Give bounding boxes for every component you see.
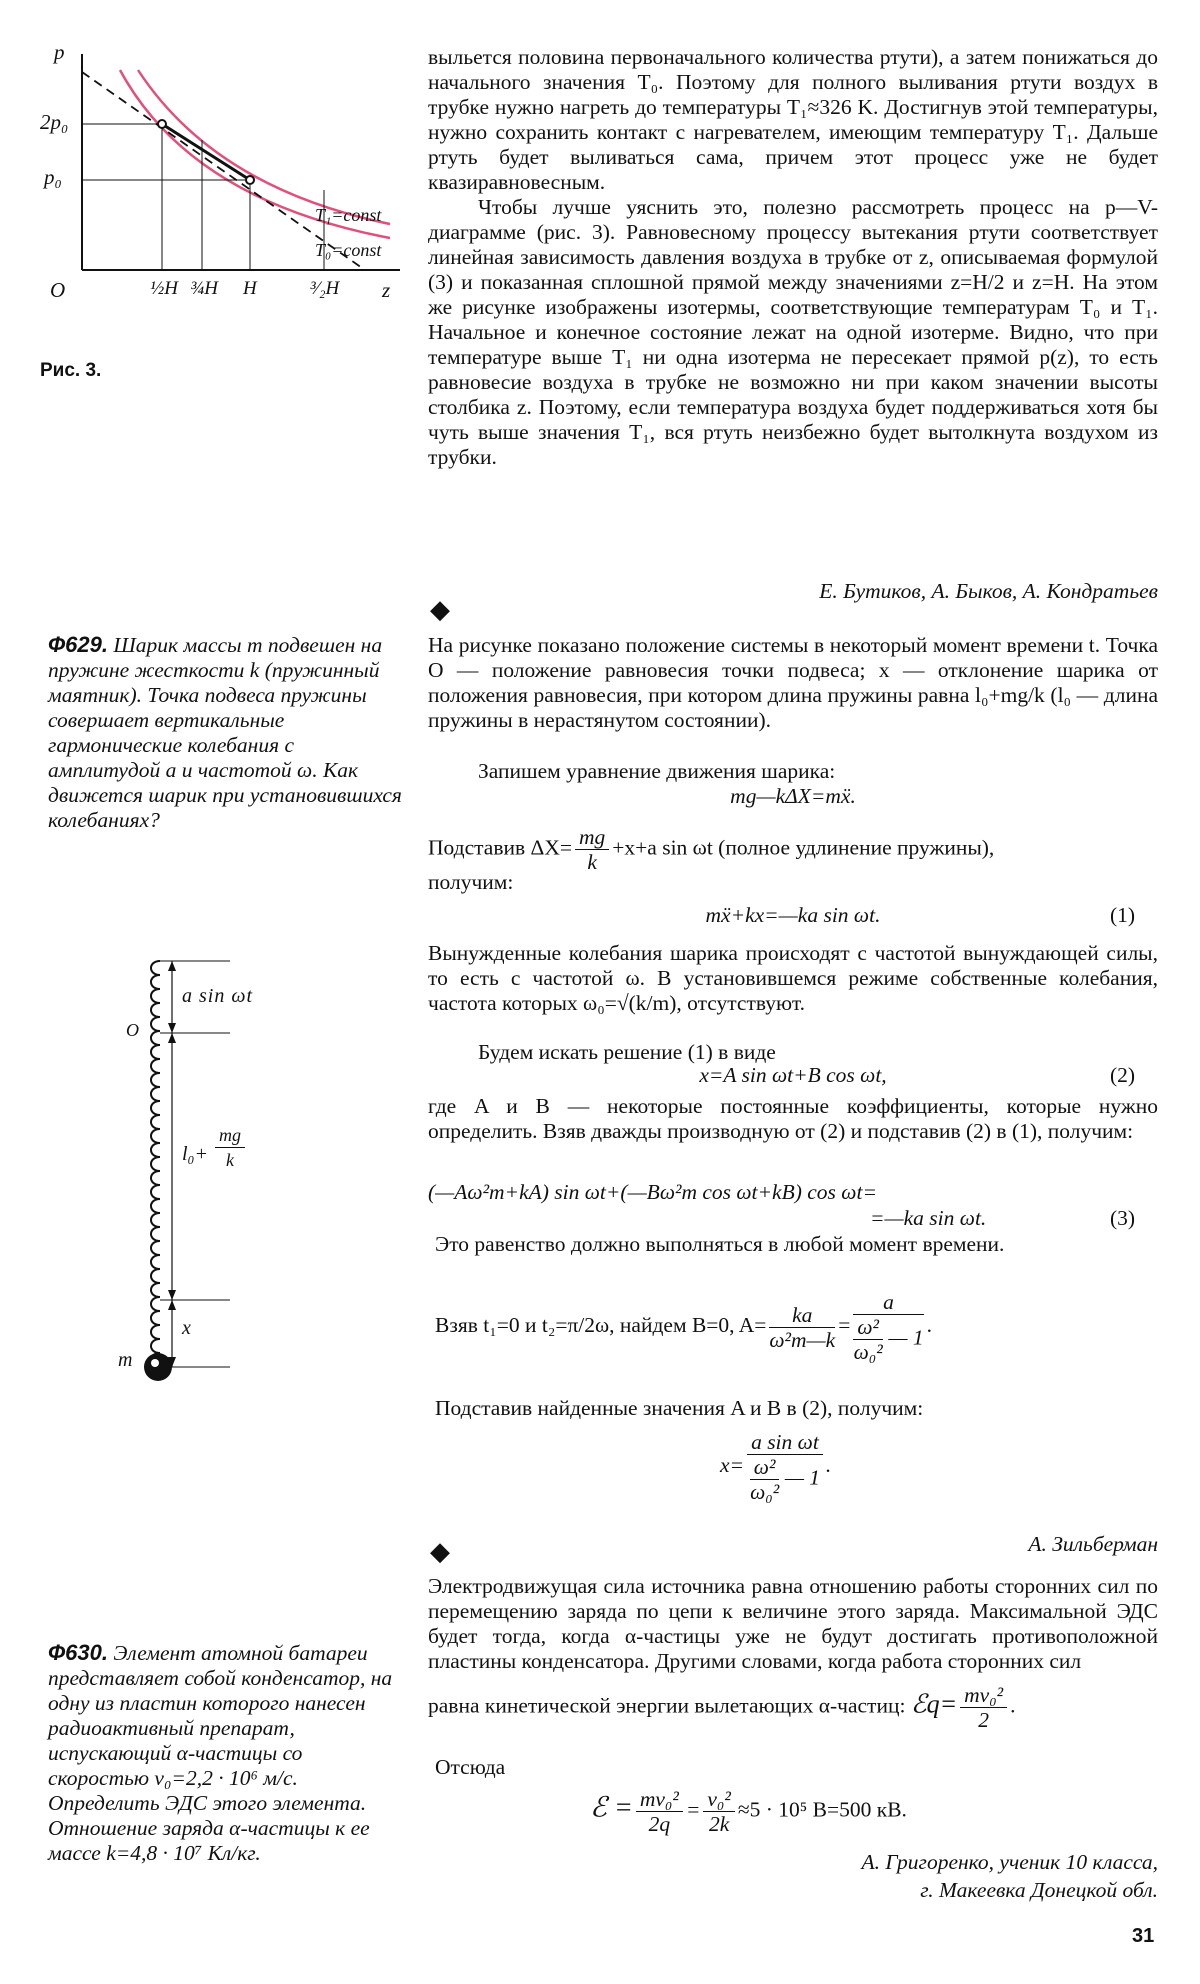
problem-630	[48, 1640, 408, 1866]
fig3-caption: Рис. 3.	[40, 360, 102, 381]
signature-line-2: г. Макеевка Донецкой обл.	[920, 1878, 1158, 1902]
equation-3-number: (3)	[1110, 1206, 1136, 1230]
sol629-p3: Вынужденные колебания шарика происходят с частотой вынуждающей силы, то есть с частотой ω. В установившемся режиме собственные колебания, частота которых ω₀=√(k/m), отсутствуют.	[428, 941, 1158, 1015]
isotherm-T1	[138, 70, 390, 224]
axis-z-label: z	[382, 278, 391, 302]
tick-H: H	[243, 278, 257, 299]
sol629-p6: Это равенство должно выполняться в любой момент времени.	[435, 1232, 1005, 1256]
find-line: Взяв t₁=0 и t₂=π/2ω, найдем B=0, A= $\frac{ka}{\text{ω²m—k}}$ = a $\frac{\text{ω²}}{\text{ω₀²}}$ — 1 .	[435, 1290, 932, 1364]
signature: А. Зильберман	[1028, 1532, 1158, 1556]
equation-2: x=A sin ωt+B cos ωt,	[699, 1063, 887, 1087]
emf-line: равна кинетической энергии вылетающих α-частиц: ℰq= $\frac{\text{mv₀²}}{2}$ .	[428, 1683, 1016, 1732]
label-p0: p₀	[44, 165, 62, 189]
solid-line	[162, 124, 250, 180]
col1-text	[428, 45, 1158, 470]
equation-3a: (—Aω²m+kA) sin ωt+(—Bω²m cos ωt+kB) cos ωt=	[428, 1180, 877, 1204]
equation-1-number: (1)	[1110, 903, 1136, 927]
equation-motion: mg—kΔX=mẍ.	[730, 784, 856, 808]
origin-label: O	[50, 278, 66, 302]
sol629-p7: Подставив найденные значения A и B в (2), получим:	[435, 1396, 924, 1420]
problem-text: Шарик массы m подвешен на пружине жесткости k (пружинный маятник). Точка подвеса пружины совершает вертикальные гармонические колебания с амплитудой a и частотой ω. Как движется шарик при установившихся колебаниях?	[48, 633, 402, 832]
isotherm-T0-label: T₀=const	[315, 240, 382, 260]
sol629-p2: Запишем уравнение движения шарика:	[478, 759, 836, 783]
equation-2-number: (2)	[1110, 1063, 1136, 1087]
emf-result: ℰ = $\frac{\text{mv₀²}}{2q}$ = $\frac{\text{v₀²}}{2k}$ ≈5 · 10⁵ В=500 кВ.	[590, 1787, 907, 1836]
label-O: O	[126, 1020, 139, 1040]
paragraph: Чтобы лучше уяснить это, полезно рассмотреть процесс на p—V-диаграмме (рис. 3). Равновесному процессу вытекания ртути соответствует линейная зависимость давления воздуха в трубке от z, описываемая формулой (3) и показанная сплошной прямой между значениями z=H/2 и z=H. На этом же рисунке изображены изотермы, соответствующие температурам T₀ и T₁. Начальное и конечное состояние лежат на одной изотерме. Видно, что при температуре выше T₁ ни одна изотерма не пересекает прямой p(z), то есть равновесие воздуха в трубке не возможно ни при каком значении высоты столбика z. Поэтому, если температура воздуха будет поддерживаться хотя бы чуть выше значения T₁, вся ртуть неизбежно будет вытолкнута воздухом из трубки.	[428, 195, 1158, 469]
fig3	[40, 40, 425, 340]
point-end	[246, 176, 254, 184]
sol629-p4: Будем искать решение (1) в виде	[478, 1040, 776, 1064]
result-x: x= a sin ωt $\frac{\text{ω²}}{\text{ω₀²}}$ — 1 .	[720, 1430, 832, 1504]
spring-svg	[120, 955, 360, 1395]
tick-three-half-H: ³⁄₂H	[310, 278, 340, 299]
tick-half-H: ½H	[150, 278, 178, 299]
label-l0: l₀+	[182, 1143, 209, 1165]
thus-label: Отсюда	[435, 1755, 506, 1779]
sol629-p1: На рисунке показано положение системы в некоторый момент времени t. Точка O — положение равновесия точки подвеса; x — отклонение шарика от положения равновесия, при котором длина пружины равна l₀+mg/k (l₀ — длина пружины в нерастянутом состоянии).	[428, 633, 1158, 732]
problem-text: Элемент атомной батареи представляет собой конденсатор, на одну из пластин которого нанесен радиоактивный препарат, испускающий α-частицы со скоростью v₀=2,2 · 10⁶ м/с. Определить ЭДС этого элемента. Отношение заряда α-частицы к ее массе k=4,8 · 10⁷ Кл/кг.	[48, 1641, 393, 1865]
label-2p0: 2p₀	[40, 110, 69, 134]
substitution-line: Подставив ΔX= $\frac{mg}{k}$ +x+a sin ωt (полное удлинение пружины),	[428, 825, 995, 874]
sol630-p1: Электродвижущая сила источника равна отношению работы сторонних сил по перемещению заряда по цепи к величине этого заряда. Максимальной ЭДС будет тогда, когда α-частицы уже не будут достигать противоположной пластины конденсатора. Другими словами, когда работа сторонних сил	[428, 1574, 1158, 1673]
equation-3b: =—ka sin ωt.	[870, 1206, 987, 1230]
diamond-bullet: ◆	[430, 595, 450, 624]
label-mg-over-k: $\frac{mg}{k}$	[215, 1123, 245, 1172]
spring-diagram	[120, 955, 360, 1395]
signature: Е. Бутиков, А. Быков, А. Кондратьев	[819, 579, 1158, 603]
fig3-plot	[40, 40, 425, 340]
problem-629	[48, 632, 408, 833]
problem-number: Ф629.	[48, 632, 108, 657]
got-label: получим:	[428, 870, 514, 894]
axis-p-label: p	[54, 40, 65, 64]
tick-three-quarter-H: ¾H	[190, 278, 218, 299]
problem-number: Ф630.	[48, 1640, 108, 1665]
isotherm-T1-label: T₁=const	[315, 205, 382, 225]
spring	[151, 961, 160, 1367]
diamond-bullet: ◆	[430, 1537, 450, 1566]
signature-line-1: А. Григоренко, ученик 10 класса,	[861, 1850, 1158, 1874]
equation-1: mẍ+kx=—ka sin ωt.	[705, 903, 881, 927]
page-number: 31	[1132, 1925, 1155, 1947]
sol629-p5: где A и B — некоторые постоянные коэффициенты, которые нужно определить. Взяв дважды производную от (2) и подставив (2) в (1), получим:	[428, 1094, 1158, 1143]
paragraph: выльется половина первоначального количества ртути), а затем понижаться до начального значения T₀. Поэтому для полного выливания ртути воздух в трубке нужно нагреть до температуры T₁≈326 K. Достигнув этой температуры, нужно сохранить контакт с нагревателем, имеющим температуру T₁. Дальше ртуть будет выливаться сама, причем этот процесс уже не будет квазиравновесным.	[428, 45, 1158, 194]
label-a-sin: a sin ωt	[182, 985, 254, 1007]
point-start	[158, 120, 166, 128]
label-x: x	[182, 1317, 191, 1339]
label-m: m	[118, 1349, 133, 1371]
